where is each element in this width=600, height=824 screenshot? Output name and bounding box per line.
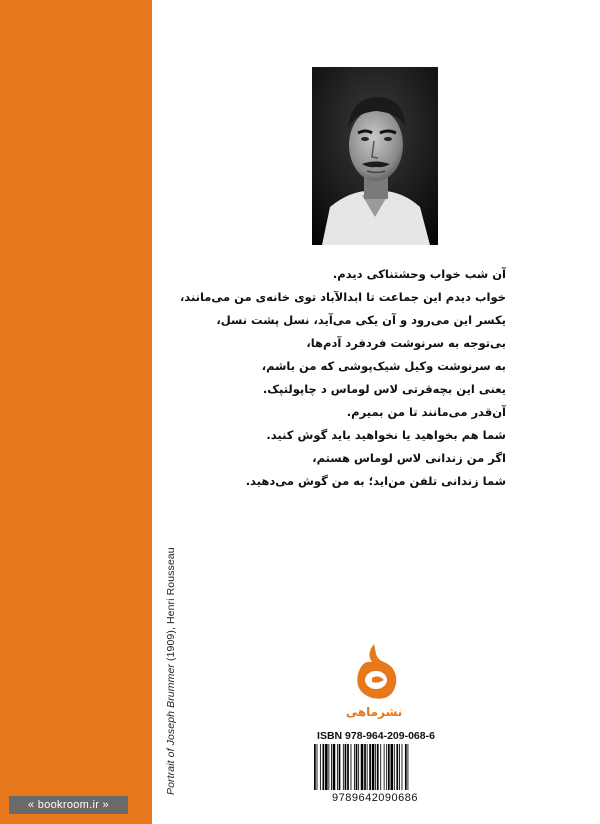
painting-credit bbox=[165, 547, 177, 795]
barcode-bar bbox=[408, 744, 409, 790]
poem-line: بی‌توجه به سرنوشت فردفرد آدم‌ها، bbox=[306, 336, 506, 350]
barcode-bar bbox=[391, 744, 394, 790]
painting-credit-rest: (1909), Henri Rousseau bbox=[165, 547, 177, 665]
barcode-bar bbox=[375, 744, 376, 790]
orange-spine-band bbox=[0, 0, 152, 824]
barcode-bar bbox=[396, 744, 398, 790]
barcode-bar bbox=[369, 744, 371, 790]
barcode-bar bbox=[386, 744, 387, 790]
poem-line: شما زندانی تلفن من‌اید؛ به من گوش می‌دهید. bbox=[245, 474, 506, 488]
publisher-logo bbox=[342, 640, 406, 722]
barcode-bar bbox=[343, 744, 344, 790]
publisher-name: نشرماهی bbox=[345, 705, 403, 719]
barcode-bar bbox=[325, 744, 328, 790]
barcode-bar bbox=[323, 744, 325, 790]
barcode-icon bbox=[310, 744, 440, 790]
barcode-bar bbox=[364, 744, 366, 790]
barcode-bar bbox=[361, 744, 364, 790]
barcode-bar bbox=[345, 744, 347, 790]
barcode-bar bbox=[384, 744, 385, 790]
barcode-bar bbox=[402, 744, 403, 790]
barcode-bar bbox=[347, 744, 349, 790]
poem-line: آن شب خواب وحشتناکی دیدم. bbox=[332, 267, 506, 281]
poem-line: به سرنوشت وکیل شیک‌پوشی که من باشم، bbox=[261, 359, 506, 373]
barcode-bar bbox=[314, 744, 316, 790]
barcode-bar bbox=[351, 744, 352, 790]
isbn-label: ISBN 978-964-209-068-6 bbox=[317, 730, 435, 742]
barcode-bar bbox=[328, 744, 329, 790]
poem-line: یکسر این می‌رود و آن یکی می‌آید، نسل پشت نسل، bbox=[216, 313, 506, 327]
barcode-bar bbox=[399, 744, 400, 790]
barcode-bar bbox=[388, 744, 390, 790]
author-portrait-photo-icon bbox=[312, 67, 438, 245]
barcode-bar bbox=[358, 744, 359, 790]
painting-title: Portrait of Joseph Brummer bbox=[165, 664, 177, 795]
barcode-bar bbox=[377, 744, 379, 790]
poem-line: یعنی این بچه‌قرتی لاس لوماس د چاپولتپک. bbox=[262, 382, 506, 396]
barcode-bar bbox=[337, 744, 338, 790]
barcode-bar bbox=[320, 744, 321, 790]
poem-line: شما هم بخواهید یا نخواهید باید گوش کنید. bbox=[266, 428, 506, 442]
barcode-bar bbox=[380, 744, 381, 790]
barcode-digits: 9789642090686 bbox=[331, 792, 419, 804]
barcode-bar bbox=[339, 744, 341, 790]
barcode-bar bbox=[356, 744, 358, 790]
author-photo bbox=[312, 67, 438, 245]
barcode-bar bbox=[317, 744, 318, 790]
barcode-bar bbox=[331, 744, 332, 790]
barcode-bar bbox=[354, 744, 355, 790]
barcode-bar bbox=[372, 744, 375, 790]
barcode-bar bbox=[405, 744, 407, 790]
poem-line: اگر من زندانی لاس لوماس هستم، bbox=[312, 451, 506, 465]
poem-excerpt bbox=[179, 263, 506, 493]
barcode-bar bbox=[367, 744, 368, 790]
barcode-bar bbox=[333, 744, 336, 790]
poem-line: آن‌قدر می‌مانند تا من بمیرم. bbox=[346, 405, 506, 419]
poem-line: خواب دیدم این جماعت تا ابدالآباد توی خانه‌ی من می‌مانند، bbox=[179, 290, 506, 304]
barcode-bar bbox=[394, 744, 395, 790]
watermark-link[interactable]: « bookroom.ir » bbox=[9, 796, 128, 814]
fish-logo-icon bbox=[342, 640, 406, 722]
